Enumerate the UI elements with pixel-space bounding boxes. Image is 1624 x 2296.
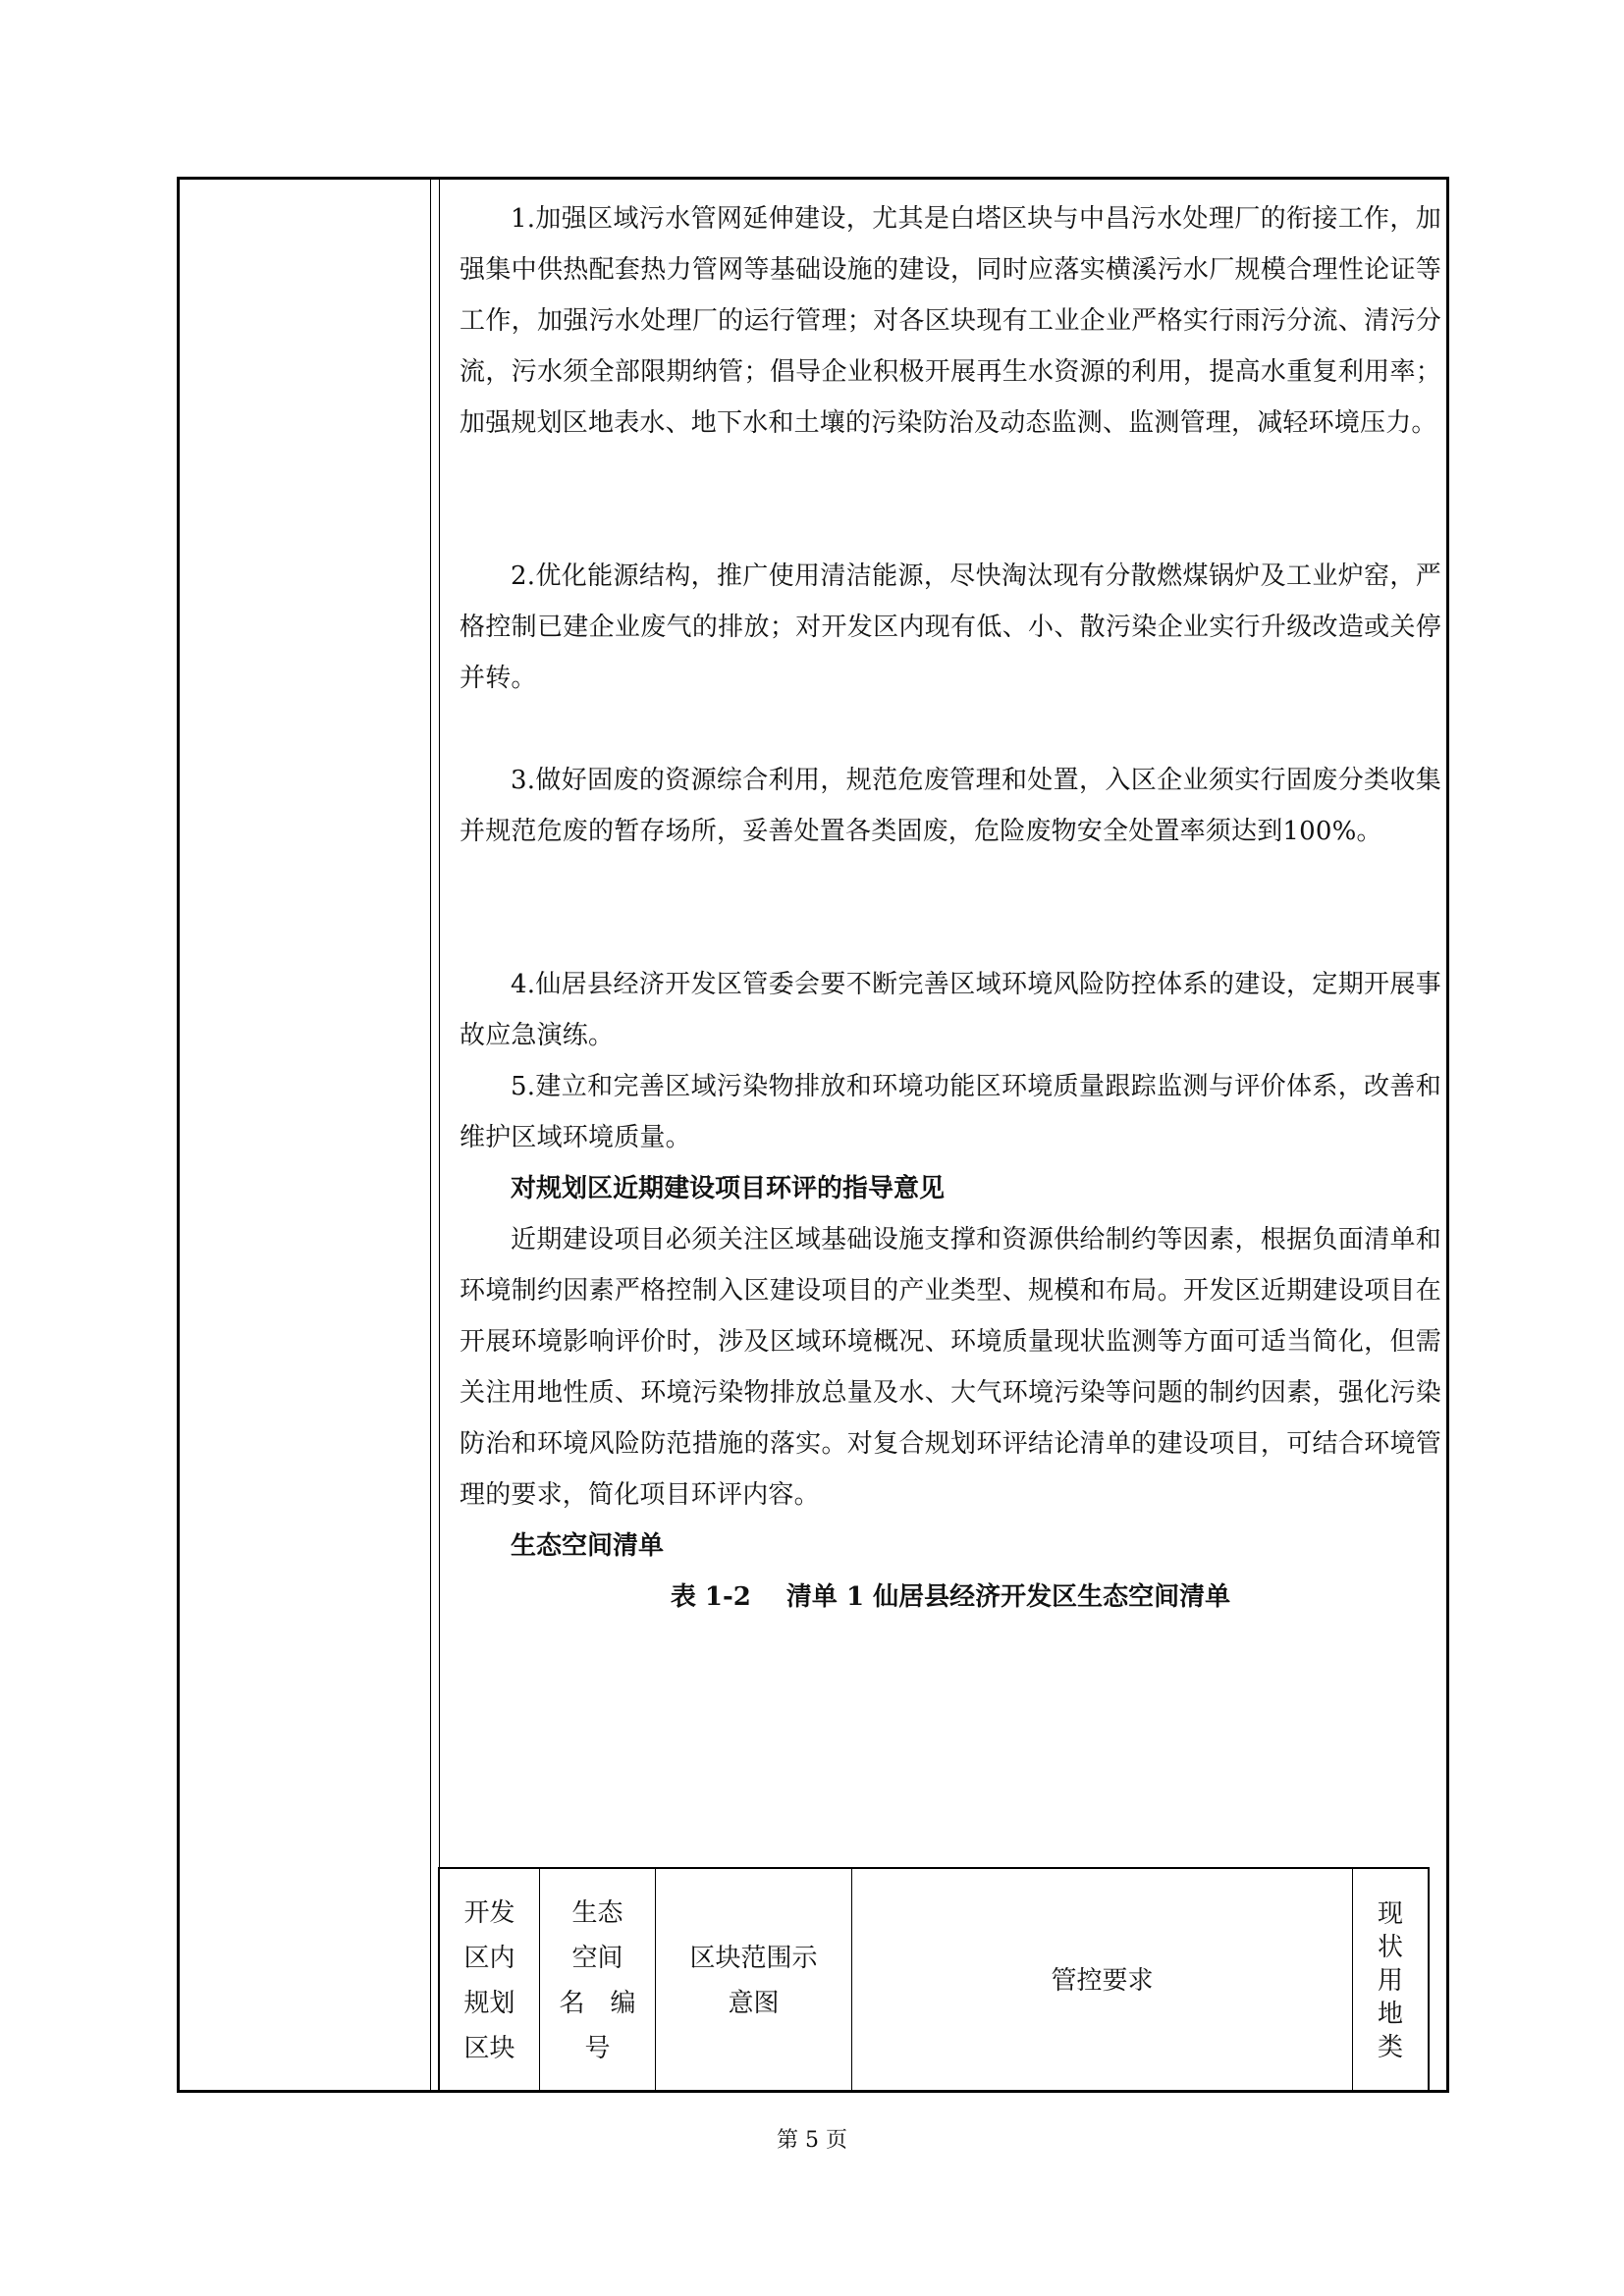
header-cell-eco-space [540, 1869, 656, 2093]
table-caption [460, 1572, 1441, 1623]
outer-table [177, 177, 1449, 2093]
header-text: 区块范围示 [689, 1944, 818, 1973]
paragraph-4: 4.仙居县经济开发区管委会要不断完善区域环境风险防控体系的建设，定期开展事故应急演练。 [460, 970, 1441, 1050]
header-text: 类 [1377, 2033, 1403, 2062]
header-text: 区块 [463, 2034, 515, 2063]
header-cell-zone [440, 1869, 540, 2093]
header-text: 意图 [728, 1989, 780, 2018]
heading-guidance: 对规划区近期建设项目环评的指导意见 [511, 1174, 946, 1203]
paragraph-2: 2.优化能源结构，推广使用清洁能源，尽快淘汰现有分散燃煤锅炉及工业炉窑，严格控制已建企业废气的排放；对开发区内现有低、小、散污染企业实行升级改造或关停并转。 [460, 561, 1441, 693]
header-text: 生态 [571, 1898, 623, 1928]
paragraph-5: 5.建立和完善区域污染物排放和环境功能区环境质量跟踪监测与评价体系，改善和维护区域环境质量。 [460, 1072, 1441, 1152]
paragraph-6: 近期建设项目必须关注区域基础设施支撑和资源供给制约等因素，根据负面清单和环境制约因素严格控制入区建设项目的产业类型、规模和布局。开发区近期建设项目在开展环境影响评价时，涉及区域环境概况、环境质量现状监测等方面可适当简化，但需关注用地性质、环境污染物排放总量及水、大气环境污染等问题的制约因素，强化污染防治和环境风险防范措施的落实。对复合规划环评结论清单的建设项目，可结合环境管理的要求，简化项目环评内容。 [460, 1225, 1441, 1510]
paragraph-1: 1.加强区域污水管网延伸建设，尤其是白塔区块与中昌污水处理厂的衔接工作，加强集中供热配套热力管网等基础设施的建设，同时应落实横溪污水厂规模合理性论证等工作，加强污水处理厂的运行管理；对各区块现有工业企业严格实行雨污分流、清污分流，污水须全部限期纳管；倡导企业积极开展再生水资源的利用，提高水重复利用率；加强规划区地表水、地下水和土壤的污染防治及动态监测、监测管理，减轻环境压力。 [460, 204, 1441, 438]
header-text: 状 [1377, 1933, 1403, 1962]
header-text: 规划 [463, 1989, 515, 2018]
left-column [180, 180, 431, 2090]
header-cell-range-map [656, 1869, 852, 2093]
header-text: 用 [1377, 1966, 1403, 1996]
header-text: 区内 [463, 1944, 515, 1973]
right-column [439, 180, 1446, 2090]
header-cell-control [852, 1869, 1353, 2093]
header-text: 空间 [571, 1944, 623, 1973]
header-text: 现 [1377, 1899, 1403, 1929]
header-text: 号 [584, 2034, 611, 2063]
header-text: 名 编 [559, 1989, 636, 2018]
eco-space-table-header [438, 1867, 1430, 2093]
header-text: 管控要求 [1051, 1966, 1154, 1996]
header-text: 开发 [463, 1898, 515, 1928]
header-cell-land-use [1353, 1869, 1428, 2093]
page-number: 第 5 页 [777, 2128, 847, 2153]
heading-eco-space: 生态空间清单 [511, 1531, 665, 1561]
paragraph-3: 3.做好固废的资源综合利用，规范危废管理和处置，入区企业须实行固废分类收集并规范危废的暂存场所，妥善处置各类固废，危险废物安全处置率须达到100%。 [460, 766, 1441, 846]
caption-number: 表 1-2 [670, 1582, 751, 1612]
caption-title: 清单 1 仙居县经济开发区生态空间清单 [785, 1582, 1231, 1612]
header-text: 地 [1377, 2000, 1403, 2029]
